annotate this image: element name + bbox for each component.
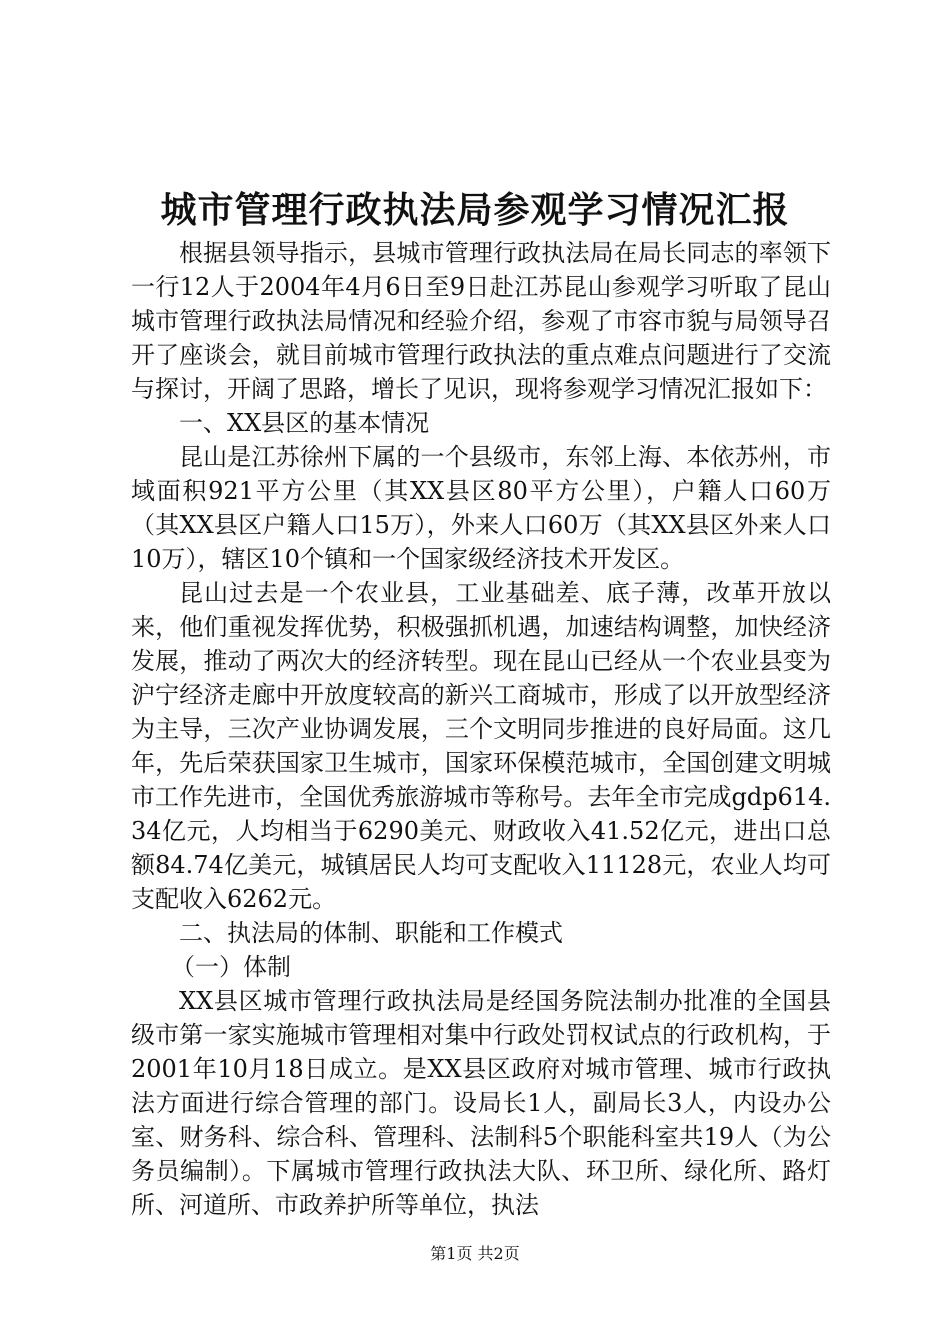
section-heading-basic-info: 一、XX县区的基本情况 <box>179 409 430 437</box>
section-heading-structure: 二、执法局的体制、职能和工作模式 <box>179 919 563 947</box>
document-title: 城市管理行政执法局参观学习情况汇报 <box>160 189 790 231</box>
bureau-system-paragraph: XX县区城市管理行政执法局是经国务院法制办批准的全国县级市第一家实施城市管理相对集中行政处罚权试点的行政机构，于2001年10月18日成立。是XX县区政府对城市管理、城市行政执法方面进行综合管理的部门。设局长1人，副局长3人，内设办公室、财务科、综合科、管理科、法制科5个职能科室共19人（为公务员编制）。下属城市管理行政执法大队、环卫所、绿化所、路灯所、河道所、市政养护所等单位，执法 <box>131 987 831 1219</box>
intro-paragraph: 根据县领导指示，县城市管理行政执法局在局长同志的率领下一行12人于2004年4月6日至9日赴江苏昆山参观学习听取了昆山城市管理行政执法局情况和经验介绍，参观了市容市貌与局领导召开了座谈会，就目前城市管理行政执法的重点难点问题进行了交流与探讨，开阔了思路，增长了见识，现将参观学习情况汇报如下： <box>131 239 831 403</box>
kunshan-economy-paragraph: 昆山过去是一个农业县，工业基础差、底子薄，改革开放以来，他们重视发挥优势，积极强抓机遇，加速结构调整，加快经济发展，推动了两次大的经济转型。现在昆山已经从一个农业县变为沪宁经济走廊中开放度较高的新兴工商城市，形成了以开放型经济为主导，三次产业协调发展，三个文明同步推进的良好局面。这几年，先后荣获国家卫生城市，国家环保模范城市，全国创建文明城市工作先进市，全国优秀旅游城市等称号。去年全市完成gdp614.34亿元，人均相当于6290美元、财政收入41.52亿元，进出口总额84.74亿美元，城镇居民人均可支配收入11128元，农业人均可支配收入6262元。 <box>131 579 831 913</box>
kunshan-overview-paragraph: 昆山是江苏徐州下属的一个县级市，东邻上海、本依苏州，市域面积921平方公里（其XX县区80平方公里），户籍人口60万（其XX县区户籍人口15万），外来人口60万（其XX县区外来人口10万），辖区10个镇和一个国家级经济技术开发区。 <box>131 443 831 573</box>
page-number-footer: 第1页 共2页 <box>430 1244 520 1263</box>
subsection-heading-system: （一）体制 <box>171 953 291 981</box>
document-body <box>131 236 831 1222</box>
